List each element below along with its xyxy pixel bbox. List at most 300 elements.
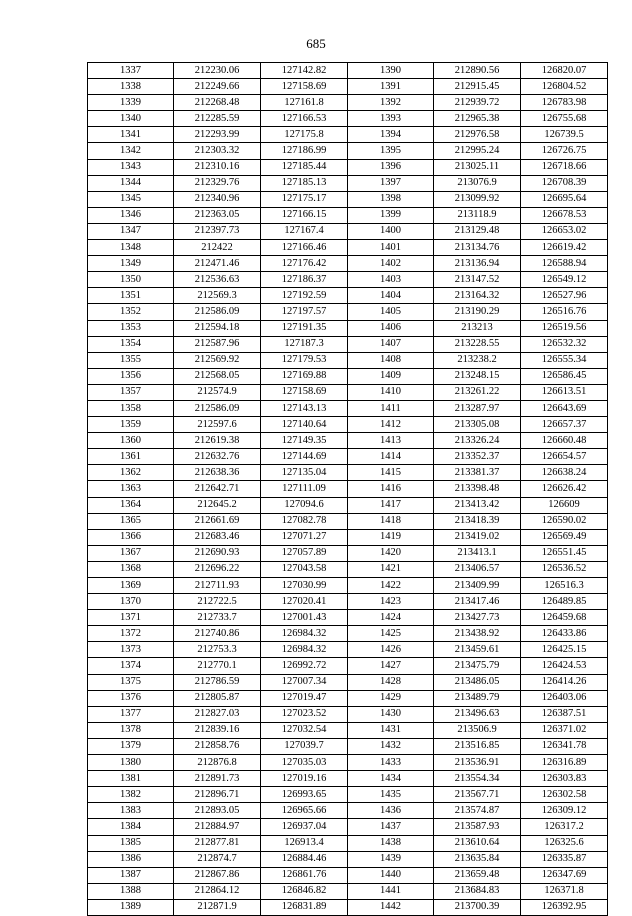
table-row xyxy=(88,368,608,384)
x-coordinate-left-cell: 212569.3 xyxy=(174,288,261,304)
x-coordinate-left-cell: 212839.16 xyxy=(174,722,261,738)
table-row xyxy=(88,578,608,594)
table-row xyxy=(88,304,608,320)
y-coordinate-right-cell: 126569.49 xyxy=(521,529,608,545)
point-number-left-cell: 1349 xyxy=(88,256,174,272)
table-row xyxy=(88,223,608,239)
point-number-left-cell: 1369 xyxy=(88,578,174,594)
table-row xyxy=(88,240,608,256)
point-number-right-cell: 1425 xyxy=(348,626,434,642)
point-number-right-cell: 1405 xyxy=(348,304,434,320)
y-coordinate-left-cell: 127023.52 xyxy=(261,706,348,722)
table-row xyxy=(88,610,608,626)
point-number-right-cell: 1395 xyxy=(348,143,434,159)
y-coordinate-left-cell: 127094.6 xyxy=(261,497,348,513)
table-row xyxy=(88,674,608,690)
x-coordinate-left-cell: 212884.97 xyxy=(174,819,261,835)
point-number-left-cell: 1358 xyxy=(88,400,174,416)
point-number-right-cell: 1417 xyxy=(348,497,434,513)
x-coordinate-left-cell: 212363.05 xyxy=(174,207,261,223)
y-coordinate-right-cell: 126459.68 xyxy=(521,610,608,626)
point-number-left-cell: 1374 xyxy=(88,658,174,674)
y-coordinate-right-cell: 126586.45 xyxy=(521,368,608,384)
y-coordinate-right-cell: 126303.83 xyxy=(521,771,608,787)
y-coordinate-right-cell: 126549.12 xyxy=(521,272,608,288)
point-number-right-cell: 1396 xyxy=(348,159,434,175)
point-number-left-cell: 1384 xyxy=(88,819,174,835)
table-row xyxy=(88,867,608,883)
point-number-left-cell: 1383 xyxy=(88,803,174,819)
point-number-right-cell: 1426 xyxy=(348,642,434,658)
point-number-right-cell: 1413 xyxy=(348,433,434,449)
table-row xyxy=(88,465,608,481)
y-coordinate-right-cell: 126516.76 xyxy=(521,304,608,320)
y-coordinate-left-cell: 127185.44 xyxy=(261,159,348,175)
x-coordinate-right-cell: 213398.48 xyxy=(434,481,521,497)
x-coordinate-right-cell: 213684.83 xyxy=(434,883,521,899)
table-row xyxy=(88,529,608,545)
y-coordinate-left-cell: 127135.04 xyxy=(261,465,348,481)
point-number-right-cell: 1397 xyxy=(348,175,434,191)
table-row xyxy=(88,851,608,867)
table-row xyxy=(88,690,608,706)
x-coordinate-right-cell: 213238.2 xyxy=(434,352,521,368)
y-coordinate-right-cell: 126424.53 xyxy=(521,658,608,674)
x-coordinate-right-cell: 213419.02 xyxy=(434,529,521,545)
x-coordinate-left-cell: 212619.38 xyxy=(174,433,261,449)
y-coordinate-left-cell: 127187.3 xyxy=(261,336,348,352)
coordinates-table-body xyxy=(88,63,608,916)
x-coordinate-right-cell: 213700.39 xyxy=(434,899,521,915)
y-coordinate-left-cell: 126993.65 xyxy=(261,787,348,803)
x-coordinate-right-cell: 213659.48 xyxy=(434,867,521,883)
y-coordinate-left-cell: 127035.03 xyxy=(261,755,348,771)
y-coordinate-right-cell: 126516.3 xyxy=(521,578,608,594)
y-coordinate-right-cell: 126403.06 xyxy=(521,690,608,706)
table-row xyxy=(88,819,608,835)
point-number-left-cell: 1346 xyxy=(88,207,174,223)
point-number-left-cell: 1359 xyxy=(88,417,174,433)
table-row xyxy=(88,95,608,111)
table-row xyxy=(88,594,608,610)
table-row xyxy=(88,626,608,642)
point-number-right-cell: 1433 xyxy=(348,755,434,771)
x-coordinate-left-cell: 212597.6 xyxy=(174,417,261,433)
point-number-left-cell: 1373 xyxy=(88,642,174,658)
point-number-right-cell: 1411 xyxy=(348,400,434,416)
y-coordinate-left-cell: 127043.58 xyxy=(261,561,348,577)
y-coordinate-right-cell: 126820.07 xyxy=(521,63,608,79)
x-coordinate-right-cell: 213381.37 xyxy=(434,465,521,481)
table-row xyxy=(88,63,608,79)
point-number-left-cell: 1355 xyxy=(88,352,174,368)
x-coordinate-left-cell: 212753.3 xyxy=(174,642,261,658)
table-row xyxy=(88,288,608,304)
point-number-right-cell: 1440 xyxy=(348,867,434,883)
x-coordinate-left-cell: 212586.09 xyxy=(174,304,261,320)
y-coordinate-left-cell: 127019.16 xyxy=(261,771,348,787)
point-number-left-cell: 1341 xyxy=(88,127,174,143)
x-coordinate-right-cell: 213475.79 xyxy=(434,658,521,674)
x-coordinate-right-cell: 213248.15 xyxy=(434,368,521,384)
point-number-right-cell: 1399 xyxy=(348,207,434,223)
y-coordinate-left-cell: 127020.41 xyxy=(261,594,348,610)
point-number-right-cell: 1422 xyxy=(348,578,434,594)
point-number-right-cell: 1402 xyxy=(348,256,434,272)
table-row xyxy=(88,449,608,465)
y-coordinate-left-cell: 127071.27 xyxy=(261,529,348,545)
x-coordinate-left-cell: 212711.93 xyxy=(174,578,261,594)
y-coordinate-right-cell: 126489.85 xyxy=(521,594,608,610)
point-number-right-cell: 1392 xyxy=(348,95,434,111)
x-coordinate-left-cell: 212683.46 xyxy=(174,529,261,545)
point-number-left-cell: 1356 xyxy=(88,368,174,384)
x-coordinate-right-cell: 213136.94 xyxy=(434,256,521,272)
y-coordinate-left-cell: 127179.53 xyxy=(261,352,348,368)
y-coordinate-right-cell: 126527.96 xyxy=(521,288,608,304)
x-coordinate-left-cell: 212661.69 xyxy=(174,513,261,529)
x-coordinate-right-cell: 213287.97 xyxy=(434,400,521,416)
point-number-right-cell: 1408 xyxy=(348,352,434,368)
x-coordinate-right-cell: 212915.45 xyxy=(434,79,521,95)
point-number-right-cell: 1424 xyxy=(348,610,434,626)
point-number-right-cell: 1436 xyxy=(348,803,434,819)
y-coordinate-left-cell: 127001.43 xyxy=(261,610,348,626)
x-coordinate-right-cell: 213438.92 xyxy=(434,626,521,642)
x-coordinate-left-cell: 212632.76 xyxy=(174,449,261,465)
table-row xyxy=(88,352,608,368)
point-number-left-cell: 1350 xyxy=(88,272,174,288)
x-coordinate-right-cell: 213025.11 xyxy=(434,159,521,175)
table-row xyxy=(88,642,608,658)
point-number-left-cell: 1361 xyxy=(88,449,174,465)
x-coordinate-right-cell: 213516.85 xyxy=(434,738,521,754)
point-number-left-cell: 1352 xyxy=(88,304,174,320)
table-row xyxy=(88,706,608,722)
table-row xyxy=(88,417,608,433)
point-number-left-cell: 1353 xyxy=(88,320,174,336)
table-row xyxy=(88,159,608,175)
x-coordinate-right-cell: 212939.72 xyxy=(434,95,521,111)
x-coordinate-left-cell: 212268.48 xyxy=(174,95,261,111)
x-coordinate-left-cell: 212340.96 xyxy=(174,191,261,207)
x-coordinate-right-cell: 213228.55 xyxy=(434,336,521,352)
x-coordinate-right-cell: 213486.05 xyxy=(434,674,521,690)
x-coordinate-right-cell: 213190.29 xyxy=(434,304,521,320)
point-number-left-cell: 1388 xyxy=(88,883,174,899)
y-coordinate-left-cell: 127142.82 xyxy=(261,63,348,79)
x-coordinate-right-cell: 213489.79 xyxy=(434,690,521,706)
point-number-left-cell: 1372 xyxy=(88,626,174,642)
table-row xyxy=(88,207,608,223)
point-number-left-cell: 1337 xyxy=(88,63,174,79)
point-number-right-cell: 1441 xyxy=(348,883,434,899)
y-coordinate-left-cell: 127158.69 xyxy=(261,79,348,95)
point-number-left-cell: 1339 xyxy=(88,95,174,111)
point-number-left-cell: 1348 xyxy=(88,240,174,256)
y-coordinate-left-cell: 127185.13 xyxy=(261,175,348,191)
y-coordinate-left-cell: 126913.4 xyxy=(261,835,348,851)
x-coordinate-left-cell: 212696.22 xyxy=(174,561,261,577)
y-coordinate-left-cell: 127158.69 xyxy=(261,384,348,400)
y-coordinate-right-cell: 126371.8 xyxy=(521,883,608,899)
y-coordinate-right-cell: 126433.86 xyxy=(521,626,608,642)
table-row xyxy=(88,771,608,787)
y-coordinate-left-cell: 126984.32 xyxy=(261,642,348,658)
table-row xyxy=(88,899,608,915)
point-number-left-cell: 1362 xyxy=(88,465,174,481)
point-number-left-cell: 1371 xyxy=(88,610,174,626)
x-coordinate-right-cell: 213417.46 xyxy=(434,594,521,610)
table-row xyxy=(88,127,608,143)
point-number-left-cell: 1377 xyxy=(88,706,174,722)
x-coordinate-right-cell: 213099.92 xyxy=(434,191,521,207)
x-coordinate-left-cell: 212293.99 xyxy=(174,127,261,143)
table-row xyxy=(88,191,608,207)
point-number-left-cell: 1386 xyxy=(88,851,174,867)
point-number-left-cell: 1366 xyxy=(88,529,174,545)
x-coordinate-right-cell: 213261.22 xyxy=(434,384,521,400)
x-coordinate-left-cell: 212827.03 xyxy=(174,706,261,722)
x-coordinate-left-cell: 212574.9 xyxy=(174,384,261,400)
point-number-left-cell: 1342 xyxy=(88,143,174,159)
point-number-left-cell: 1378 xyxy=(88,722,174,738)
point-number-left-cell: 1381 xyxy=(88,771,174,787)
y-coordinate-left-cell: 126831.89 xyxy=(261,899,348,915)
point-number-right-cell: 1431 xyxy=(348,722,434,738)
table-row xyxy=(88,497,608,513)
y-coordinate-right-cell: 126519.56 xyxy=(521,320,608,336)
point-number-right-cell: 1435 xyxy=(348,787,434,803)
x-coordinate-right-cell: 212976.58 xyxy=(434,127,521,143)
x-coordinate-left-cell: 212722.5 xyxy=(174,594,261,610)
point-number-right-cell: 1406 xyxy=(348,320,434,336)
y-coordinate-right-cell: 126739.5 xyxy=(521,127,608,143)
y-coordinate-left-cell: 126984.32 xyxy=(261,626,348,642)
point-number-left-cell: 1368 xyxy=(88,561,174,577)
x-coordinate-right-cell: 213496.63 xyxy=(434,706,521,722)
point-number-right-cell: 1437 xyxy=(348,819,434,835)
y-coordinate-right-cell: 126654.57 xyxy=(521,449,608,465)
point-number-right-cell: 1421 xyxy=(348,561,434,577)
table-row xyxy=(88,256,608,272)
x-coordinate-right-cell: 213352.37 xyxy=(434,449,521,465)
y-coordinate-right-cell: 126678.53 xyxy=(521,207,608,223)
y-coordinate-left-cell: 126937.04 xyxy=(261,819,348,835)
table-row xyxy=(88,79,608,95)
point-number-right-cell: 1429 xyxy=(348,690,434,706)
x-coordinate-left-cell: 212858.76 xyxy=(174,738,261,754)
point-number-left-cell: 1347 xyxy=(88,223,174,239)
y-coordinate-left-cell: 127166.46 xyxy=(261,240,348,256)
table-row xyxy=(88,738,608,754)
x-coordinate-right-cell: 213610.64 xyxy=(434,835,521,851)
point-number-left-cell: 1382 xyxy=(88,787,174,803)
table-row xyxy=(88,400,608,416)
y-coordinate-right-cell: 126590.02 xyxy=(521,513,608,529)
y-coordinate-right-cell: 126317.2 xyxy=(521,819,608,835)
point-number-left-cell: 1351 xyxy=(88,288,174,304)
y-coordinate-right-cell: 126657.37 xyxy=(521,417,608,433)
x-coordinate-left-cell: 212230.06 xyxy=(174,63,261,79)
x-coordinate-left-cell: 212285.59 xyxy=(174,111,261,127)
y-coordinate-right-cell: 126726.75 xyxy=(521,143,608,159)
x-coordinate-right-cell: 213574.87 xyxy=(434,803,521,819)
x-coordinate-right-cell: 212995.24 xyxy=(434,143,521,159)
point-number-right-cell: 1420 xyxy=(348,545,434,561)
table-row xyxy=(88,755,608,771)
x-coordinate-right-cell: 213147.52 xyxy=(434,272,521,288)
y-coordinate-right-cell: 126347.69 xyxy=(521,867,608,883)
x-coordinate-left-cell: 212329.76 xyxy=(174,175,261,191)
y-coordinate-left-cell: 127019.47 xyxy=(261,690,348,706)
point-number-right-cell: 1400 xyxy=(348,223,434,239)
y-coordinate-left-cell: 127175.17 xyxy=(261,191,348,207)
point-number-left-cell: 1375 xyxy=(88,674,174,690)
x-coordinate-right-cell: 213567.71 xyxy=(434,787,521,803)
point-number-right-cell: 1401 xyxy=(348,240,434,256)
x-coordinate-left-cell: 212594.18 xyxy=(174,320,261,336)
point-number-right-cell: 1390 xyxy=(348,63,434,79)
x-coordinate-left-cell: 212586.09 xyxy=(174,400,261,416)
x-coordinate-left-cell: 212569.92 xyxy=(174,352,261,368)
table-row xyxy=(88,561,608,577)
y-coordinate-right-cell: 126783.98 xyxy=(521,95,608,111)
x-coordinate-right-cell: 213587.93 xyxy=(434,819,521,835)
point-number-right-cell: 1404 xyxy=(348,288,434,304)
point-number-left-cell: 1343 xyxy=(88,159,174,175)
y-coordinate-left-cell: 127169.88 xyxy=(261,368,348,384)
x-coordinate-right-cell: 213118.9 xyxy=(434,207,521,223)
x-coordinate-left-cell: 212770.1 xyxy=(174,658,261,674)
x-coordinate-left-cell: 212864.12 xyxy=(174,883,261,899)
point-number-right-cell: 1412 xyxy=(348,417,434,433)
x-coordinate-right-cell: 213536.91 xyxy=(434,755,521,771)
y-coordinate-left-cell: 127166.15 xyxy=(261,207,348,223)
point-number-right-cell: 1403 xyxy=(348,272,434,288)
x-coordinate-left-cell: 212876.8 xyxy=(174,755,261,771)
x-coordinate-right-cell: 213427.73 xyxy=(434,610,521,626)
point-number-left-cell: 1387 xyxy=(88,867,174,883)
y-coordinate-right-cell: 126316.89 xyxy=(521,755,608,771)
point-number-left-cell: 1357 xyxy=(88,384,174,400)
x-coordinate-right-cell: 213635.84 xyxy=(434,851,521,867)
y-coordinate-right-cell: 126643.69 xyxy=(521,400,608,416)
x-coordinate-right-cell: 213554.34 xyxy=(434,771,521,787)
x-coordinate-left-cell: 212303.32 xyxy=(174,143,261,159)
y-coordinate-right-cell: 126341.78 xyxy=(521,738,608,754)
point-number-right-cell: 1410 xyxy=(348,384,434,400)
point-number-left-cell: 1344 xyxy=(88,175,174,191)
table-row xyxy=(88,272,608,288)
point-number-left-cell: 1376 xyxy=(88,690,174,706)
y-coordinate-right-cell: 126335.87 xyxy=(521,851,608,867)
point-number-right-cell: 1432 xyxy=(348,738,434,754)
x-coordinate-left-cell: 212310.16 xyxy=(174,159,261,175)
point-number-left-cell: 1367 xyxy=(88,545,174,561)
x-coordinate-right-cell: 213134.76 xyxy=(434,240,521,256)
y-coordinate-left-cell: 126846.82 xyxy=(261,883,348,899)
x-coordinate-left-cell: 212874.7 xyxy=(174,851,261,867)
x-coordinate-right-cell: 213164.32 xyxy=(434,288,521,304)
y-coordinate-left-cell: 127007.34 xyxy=(261,674,348,690)
y-coordinate-right-cell: 126660.48 xyxy=(521,433,608,449)
point-number-right-cell: 1423 xyxy=(348,594,434,610)
coordinates-table xyxy=(87,62,608,916)
point-number-left-cell: 1354 xyxy=(88,336,174,352)
y-coordinate-right-cell: 126804.52 xyxy=(521,79,608,95)
y-coordinate-right-cell: 126371.02 xyxy=(521,722,608,738)
point-number-right-cell: 1418 xyxy=(348,513,434,529)
y-coordinate-left-cell: 127167.4 xyxy=(261,223,348,239)
y-coordinate-right-cell: 126638.24 xyxy=(521,465,608,481)
x-coordinate-left-cell: 212568.05 xyxy=(174,368,261,384)
table-row xyxy=(88,803,608,819)
y-coordinate-right-cell: 126555.34 xyxy=(521,352,608,368)
table-row xyxy=(88,787,608,803)
point-number-right-cell: 1407 xyxy=(348,336,434,352)
point-number-right-cell: 1434 xyxy=(348,771,434,787)
y-coordinate-left-cell: 126861.76 xyxy=(261,867,348,883)
table-row xyxy=(88,143,608,159)
x-coordinate-left-cell: 212896.71 xyxy=(174,787,261,803)
table-row xyxy=(88,835,608,851)
point-number-left-cell: 1370 xyxy=(88,594,174,610)
point-number-left-cell: 1364 xyxy=(88,497,174,513)
table-row xyxy=(88,658,608,674)
table-row xyxy=(88,111,608,127)
x-coordinate-left-cell: 212471.46 xyxy=(174,256,261,272)
point-number-right-cell: 1442 xyxy=(348,899,434,915)
point-number-right-cell: 1409 xyxy=(348,368,434,384)
x-coordinate-left-cell: 212642.71 xyxy=(174,481,261,497)
table-row xyxy=(88,384,608,400)
x-coordinate-left-cell: 212740.86 xyxy=(174,626,261,642)
y-coordinate-right-cell: 126387.51 xyxy=(521,706,608,722)
x-coordinate-right-cell: 213506.9 xyxy=(434,722,521,738)
y-coordinate-right-cell: 126626.42 xyxy=(521,481,608,497)
y-coordinate-right-cell: 126653.02 xyxy=(521,223,608,239)
y-coordinate-left-cell: 127186.99 xyxy=(261,143,348,159)
table-row xyxy=(88,883,608,899)
y-coordinate-left-cell: 127166.53 xyxy=(261,111,348,127)
point-number-right-cell: 1419 xyxy=(348,529,434,545)
y-coordinate-right-cell: 126325.6 xyxy=(521,835,608,851)
y-coordinate-left-cell: 127197.57 xyxy=(261,304,348,320)
y-coordinate-right-cell: 126619.42 xyxy=(521,240,608,256)
y-coordinate-left-cell: 126992.72 xyxy=(261,658,348,674)
y-coordinate-right-cell: 126309.12 xyxy=(521,803,608,819)
point-number-right-cell: 1438 xyxy=(348,835,434,851)
point-number-right-cell: 1416 xyxy=(348,481,434,497)
point-number-left-cell: 1389 xyxy=(88,899,174,915)
point-number-left-cell: 1379 xyxy=(88,738,174,754)
y-coordinate-right-cell: 126588.94 xyxy=(521,256,608,272)
y-coordinate-left-cell: 126965.66 xyxy=(261,803,348,819)
point-number-left-cell: 1345 xyxy=(88,191,174,207)
point-number-right-cell: 1430 xyxy=(348,706,434,722)
y-coordinate-right-cell: 126532.32 xyxy=(521,336,608,352)
page-number: 685 xyxy=(306,36,326,51)
point-number-right-cell: 1415 xyxy=(348,465,434,481)
y-coordinate-right-cell: 126536.52 xyxy=(521,561,608,577)
x-coordinate-left-cell: 212893.05 xyxy=(174,803,261,819)
y-coordinate-left-cell: 127140.64 xyxy=(261,417,348,433)
x-coordinate-right-cell: 213418.39 xyxy=(434,513,521,529)
point-number-left-cell: 1385 xyxy=(88,835,174,851)
table-row xyxy=(88,513,608,529)
x-coordinate-left-cell: 212690.93 xyxy=(174,545,261,561)
